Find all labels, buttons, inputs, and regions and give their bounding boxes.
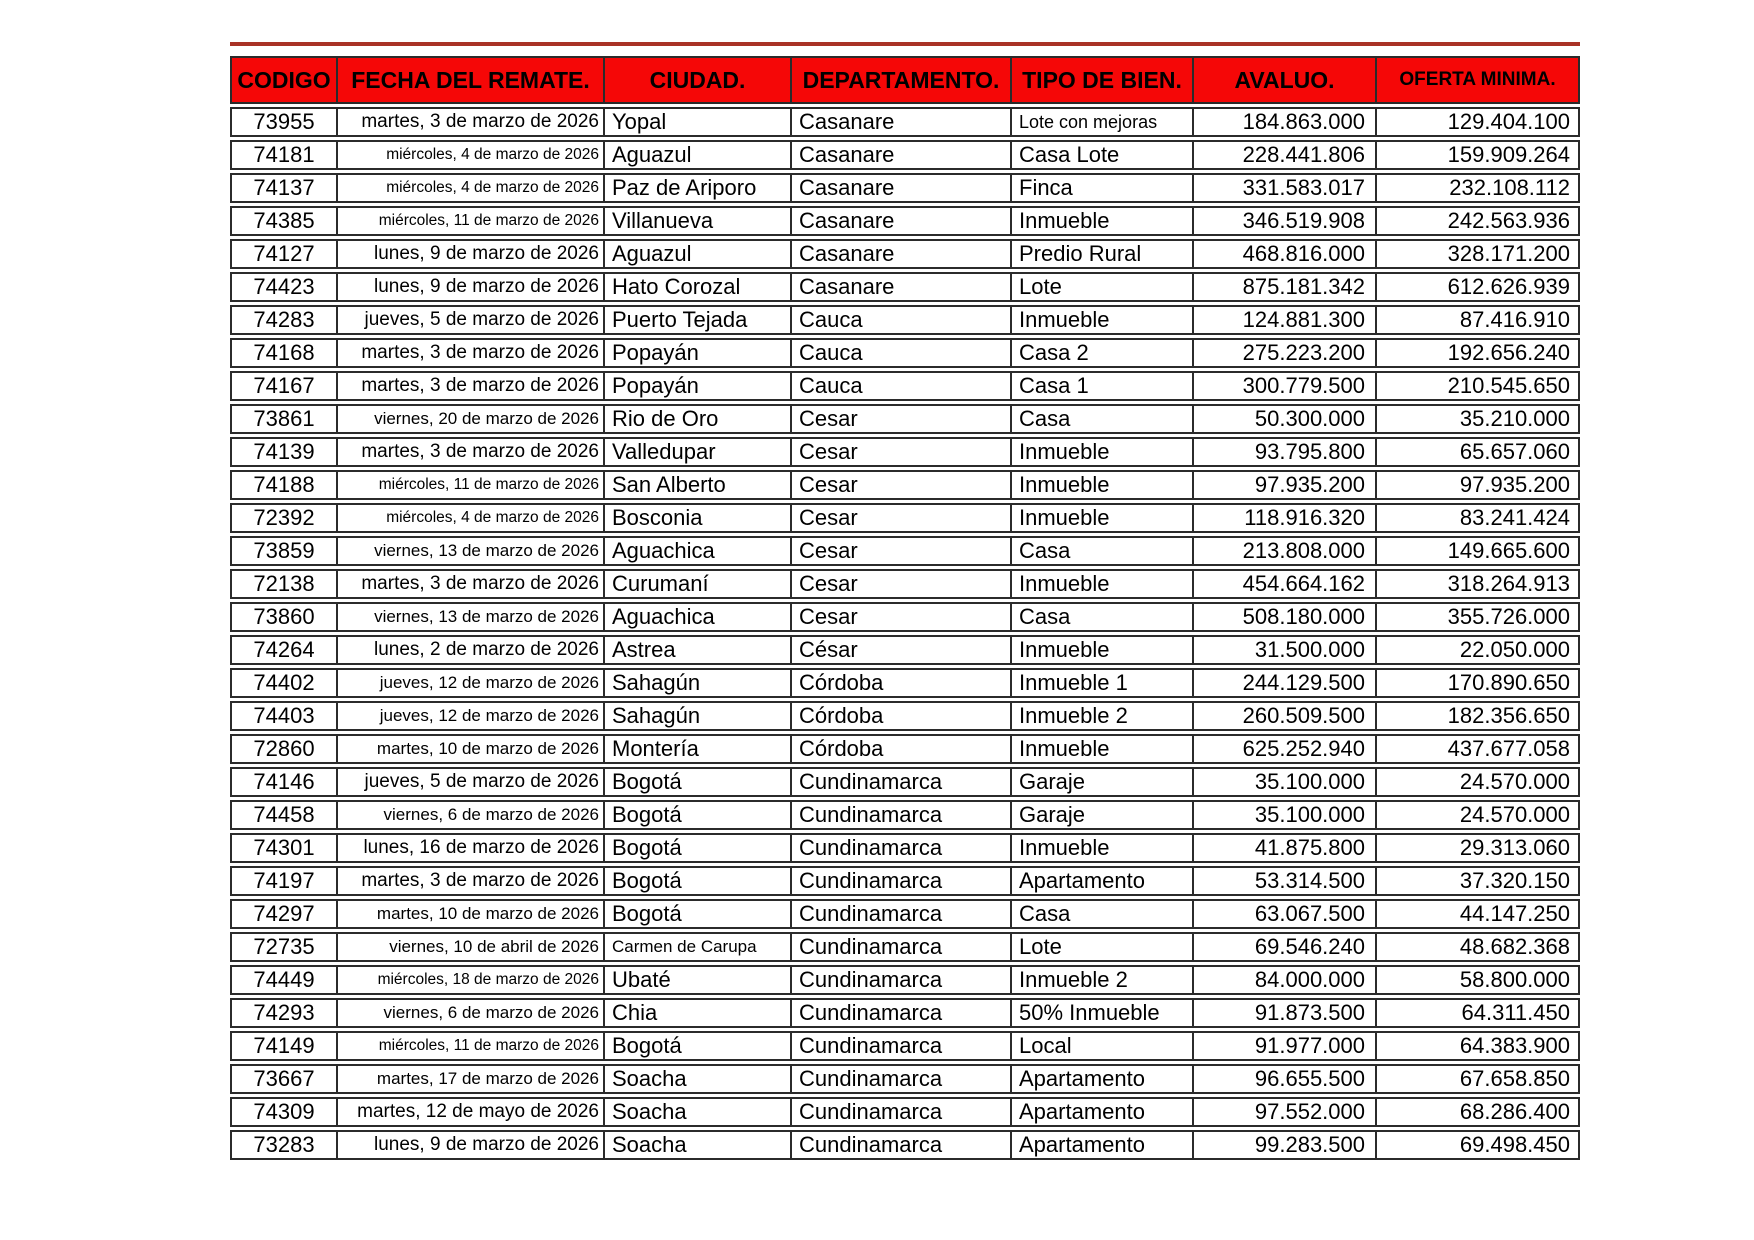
cell-ciudad: Curumaní [603,569,790,599]
cell-departamento: Cundinamarca [790,1031,1010,1061]
cell-codigo: 74146 [230,767,336,797]
cell-oferta: 24.570.000 [1375,800,1580,830]
cell-tipo: Casa [1010,404,1192,434]
cell-departamento: Cundinamarca [790,932,1010,962]
cell-tipo: Apartamento [1010,1130,1192,1160]
cell-codigo: 73860 [230,602,336,632]
table-row [230,965,1580,995]
cell-tipo: Apartamento [1010,866,1192,896]
table-row [230,701,1580,731]
cell-oferta: 22.050.000 [1375,635,1580,665]
cell-tipo: Inmueble [1010,305,1192,335]
cell-avaluo: 875.181.342 [1192,272,1375,302]
cell-departamento: Cundinamarca [790,866,1010,896]
cell-departamento: Cesar [790,437,1010,467]
cell-tipo: 50% Inmueble [1010,998,1192,1028]
table-row [230,800,1580,830]
cell-fecha: martes, 3 de marzo de 2026 [336,338,603,368]
column-header-tipo: TIPO DE BIEN. [1010,56,1192,104]
cell-ciudad: Puerto Tejada [603,305,790,335]
cell-avaluo: 184.863.000 [1192,107,1375,137]
cell-departamento: Cundinamarca [790,833,1010,863]
cell-oferta: 192.656.240 [1375,338,1580,368]
cell-fecha: lunes, 9 de marzo de 2026 [336,1130,603,1160]
cell-departamento: Cesar [790,404,1010,434]
cell-fecha: lunes, 9 de marzo de 2026 [336,239,603,269]
table-row [230,536,1580,566]
cell-codigo: 74137 [230,173,336,203]
cell-codigo: 74149 [230,1031,336,1061]
cell-fecha: miércoles, 4 de marzo de 2026 [336,140,603,170]
cell-codigo: 74385 [230,206,336,236]
cell-avaluo: 508.180.000 [1192,602,1375,632]
cell-departamento: César [790,635,1010,665]
table-row [230,470,1580,500]
cell-oferta: 612.626.939 [1375,272,1580,302]
cell-fecha: jueves, 12 de marzo de 2026 [336,701,603,731]
cell-codigo: 74181 [230,140,336,170]
cell-codigo: 74139 [230,437,336,467]
cell-departamento: Casanare [790,272,1010,302]
cell-tipo: Inmueble [1010,569,1192,599]
cell-ciudad: Bogotá [603,767,790,797]
cell-avaluo: 31.500.000 [1192,635,1375,665]
cell-ciudad: Rio de Oro [603,404,790,434]
cell-tipo: Garaje [1010,767,1192,797]
cell-tipo: Casa [1010,899,1192,929]
column-header-oferta: OFERTA MINIMA. [1375,56,1580,104]
cell-oferta: 35.210.000 [1375,404,1580,434]
cell-departamento: Cesar [790,503,1010,533]
table-row [230,1097,1580,1127]
table-row [230,1130,1580,1160]
table-top-red-bar [230,42,1580,46]
cell-tipo: Apartamento [1010,1097,1192,1127]
cell-avaluo: 91.977.000 [1192,1031,1375,1061]
table-body [230,107,1580,1160]
cell-fecha: miércoles, 11 de marzo de 2026 [336,206,603,236]
cell-oferta: 67.658.850 [1375,1064,1580,1094]
table-row [230,932,1580,962]
table-row [230,833,1580,863]
cell-fecha: martes, 3 de marzo de 2026 [336,437,603,467]
cell-departamento: Cauca [790,371,1010,401]
cell-avaluo: 244.129.500 [1192,668,1375,698]
cell-departamento: Casanare [790,206,1010,236]
cell-oferta: 83.241.424 [1375,503,1580,533]
cell-oferta: 48.682.368 [1375,932,1580,962]
cell-tipo: Casa [1010,602,1192,632]
cell-departamento: Casanare [790,173,1010,203]
cell-fecha: viernes, 10 de abril de 2026 [336,932,603,962]
cell-ciudad: Popayán [603,371,790,401]
cell-codigo: 74402 [230,668,336,698]
cell-ciudad: Valledupar [603,437,790,467]
cell-avaluo: 275.223.200 [1192,338,1375,368]
cell-avaluo: 53.314.500 [1192,866,1375,896]
table-row [230,503,1580,533]
cell-departamento: Cesar [790,569,1010,599]
cell-departamento: Cundinamarca [790,1130,1010,1160]
cell-tipo: Inmueble 2 [1010,701,1192,731]
cell-codigo: 74458 [230,800,336,830]
cell-fecha: jueves, 5 de marzo de 2026 [336,767,603,797]
cell-avaluo: 228.441.806 [1192,140,1375,170]
auction-table [230,53,1580,1163]
cell-oferta: 29.313.060 [1375,833,1580,863]
cell-departamento: Córdoba [790,734,1010,764]
cell-codigo: 74168 [230,338,336,368]
column-header-fecha: FECHA DEL REMATE. [336,56,603,104]
cell-tipo: Inmueble [1010,437,1192,467]
cell-oferta: 24.570.000 [1375,767,1580,797]
cell-avaluo: 468.816.000 [1192,239,1375,269]
cell-avaluo: 454.664.162 [1192,569,1375,599]
cell-ciudad: Aguazul [603,239,790,269]
column-header-departamento: DEPARTAMENTO. [790,56,1010,104]
cell-fecha: viernes, 13 de marzo de 2026 [336,536,603,566]
cell-fecha: martes, 3 de marzo de 2026 [336,371,603,401]
cell-departamento: Cundinamarca [790,767,1010,797]
cell-departamento: Casanare [790,107,1010,137]
table-row [230,140,1580,170]
cell-codigo: 73861 [230,404,336,434]
cell-fecha: miércoles, 18 de marzo de 2026 [336,965,603,995]
cell-codigo: 74283 [230,305,336,335]
table-row [230,338,1580,368]
cell-departamento: Cundinamarca [790,1097,1010,1127]
cell-fecha: jueves, 12 de marzo de 2026 [336,668,603,698]
cell-avaluo: 213.808.000 [1192,536,1375,566]
cell-tipo: Inmueble [1010,470,1192,500]
cell-codigo: 72138 [230,569,336,599]
cell-fecha: martes, 3 de marzo de 2026 [336,107,603,137]
cell-tipo: Finca [1010,173,1192,203]
cell-ciudad: Astrea [603,635,790,665]
cell-ciudad: Soacha [603,1130,790,1160]
cell-fecha: martes, 10 de marzo de 2026 [336,734,603,764]
cell-codigo: 74197 [230,866,336,896]
cell-ciudad: Aguachica [603,602,790,632]
cell-oferta: 355.726.000 [1375,602,1580,632]
cell-ciudad: Bogotá [603,899,790,929]
cell-fecha: martes, 10 de marzo de 2026 [336,899,603,929]
cell-avaluo: 97.552.000 [1192,1097,1375,1127]
cell-ciudad: Sahagún [603,668,790,698]
cell-departamento: Cesar [790,470,1010,500]
cell-tipo: Lote [1010,932,1192,962]
table-row [230,767,1580,797]
table-row [230,899,1580,929]
cell-avaluo: 346.519.908 [1192,206,1375,236]
cell-tipo: Inmueble 2 [1010,965,1192,995]
cell-fecha: martes, 12 de mayo de 2026 [336,1097,603,1127]
cell-fecha: martes, 3 de marzo de 2026 [336,866,603,896]
cell-fecha: lunes, 9 de marzo de 2026 [336,272,603,302]
cell-fecha: miércoles, 11 de marzo de 2026 [336,1031,603,1061]
cell-codigo: 74403 [230,701,336,731]
cell-tipo: Inmueble [1010,833,1192,863]
cell-codigo: 73859 [230,536,336,566]
cell-avaluo: 35.100.000 [1192,800,1375,830]
table-row [230,866,1580,896]
cell-departamento: Cundinamarca [790,965,1010,995]
cell-ciudad: Yopal [603,107,790,137]
cell-tipo: Casa [1010,536,1192,566]
cell-oferta: 44.147.250 [1375,899,1580,929]
cell-avaluo: 118.916.320 [1192,503,1375,533]
table-row [230,107,1580,137]
cell-oferta: 318.264.913 [1375,569,1580,599]
column-header-codigo: CODIGO [230,56,336,104]
table-row [230,734,1580,764]
cell-oferta: 170.890.650 [1375,668,1580,698]
cell-oferta: 129.404.100 [1375,107,1580,137]
table-row [230,602,1580,632]
cell-ciudad: Popayán [603,338,790,368]
cell-departamento: Cundinamarca [790,1064,1010,1094]
cell-ciudad: Bogotá [603,1031,790,1061]
cell-departamento: Cesar [790,536,1010,566]
cell-oferta: 64.311.450 [1375,998,1580,1028]
cell-ciudad: Ubaté [603,965,790,995]
cell-codigo: 74293 [230,998,336,1028]
cell-avaluo: 63.067.500 [1192,899,1375,929]
cell-avaluo: 69.546.240 [1192,932,1375,962]
cell-oferta: 58.800.000 [1375,965,1580,995]
cell-ciudad: San Alberto [603,470,790,500]
cell-oferta: 328.171.200 [1375,239,1580,269]
cell-oferta: 69.498.450 [1375,1130,1580,1160]
cell-avaluo: 35.100.000 [1192,767,1375,797]
cell-fecha: lunes, 16 de marzo de 2026 [336,833,603,863]
cell-ciudad: Aguazul [603,140,790,170]
cell-departamento: Casanare [790,140,1010,170]
cell-departamento: Cundinamarca [790,800,1010,830]
cell-codigo: 74449 [230,965,336,995]
cell-codigo: 74301 [230,833,336,863]
cell-codigo: 72860 [230,734,336,764]
cell-tipo: Casa 1 [1010,371,1192,401]
cell-avaluo: 331.583.017 [1192,173,1375,203]
cell-ciudad: Carmen de Carupa [603,932,790,962]
table-row [230,1031,1580,1061]
cell-fecha: viernes, 13 de marzo de 2026 [336,602,603,632]
table-row [230,437,1580,467]
cell-fecha: lunes, 2 de marzo de 2026 [336,635,603,665]
table-row [230,206,1580,236]
cell-avaluo: 124.881.300 [1192,305,1375,335]
table-row [230,1064,1580,1094]
cell-fecha: miércoles, 4 de marzo de 2026 [336,503,603,533]
cell-tipo: Casa Lote [1010,140,1192,170]
cell-avaluo: 41.875.800 [1192,833,1375,863]
cell-codigo: 73667 [230,1064,336,1094]
cell-ciudad: Bogotá [603,866,790,896]
table-row [230,569,1580,599]
cell-oferta: 242.563.936 [1375,206,1580,236]
table-row [230,239,1580,269]
cell-oferta: 149.665.600 [1375,536,1580,566]
cell-tipo: Lote con mejoras [1010,107,1192,137]
cell-avaluo: 50.300.000 [1192,404,1375,434]
cell-ciudad: Soacha [603,1064,790,1094]
cell-ciudad: Bosconia [603,503,790,533]
cell-tipo: Local [1010,1031,1192,1061]
cell-avaluo: 300.779.500 [1192,371,1375,401]
cell-ciudad: Aguachica [603,536,790,566]
cell-departamento: Córdoba [790,668,1010,698]
cell-ciudad: Montería [603,734,790,764]
cell-oferta: 97.935.200 [1375,470,1580,500]
cell-ciudad: Sahagún [603,701,790,731]
table-row [230,371,1580,401]
cell-oferta: 68.286.400 [1375,1097,1580,1127]
cell-departamento: Cundinamarca [790,998,1010,1028]
cell-departamento: Cauca [790,305,1010,335]
cell-departamento: Casanare [790,239,1010,269]
table-row [230,998,1580,1028]
cell-avaluo: 84.000.000 [1192,965,1375,995]
table-row [230,668,1580,698]
cell-codigo: 72392 [230,503,336,533]
cell-departamento: Córdoba [790,701,1010,731]
cell-oferta: 437.677.058 [1375,734,1580,764]
cell-oferta: 37.320.150 [1375,866,1580,896]
cell-codigo: 74297 [230,899,336,929]
cell-avaluo: 93.795.800 [1192,437,1375,467]
table-row [230,272,1580,302]
auction-table-container [230,42,1580,1163]
cell-tipo: Inmueble [1010,503,1192,533]
cell-ciudad: Soacha [603,1097,790,1127]
cell-codigo: 72735 [230,932,336,962]
cell-codigo: 74264 [230,635,336,665]
cell-ciudad: Chia [603,998,790,1028]
cell-tipo: Inmueble 1 [1010,668,1192,698]
cell-codigo: 74188 [230,470,336,500]
cell-codigo: 74167 [230,371,336,401]
cell-fecha: viernes, 6 de marzo de 2026 [336,998,603,1028]
cell-tipo: Apartamento [1010,1064,1192,1094]
table-row [230,305,1580,335]
cell-codigo: 73283 [230,1130,336,1160]
cell-oferta: 159.909.264 [1375,140,1580,170]
cell-departamento: Cesar [790,602,1010,632]
column-header-avaluo: AVALUO. [1192,56,1375,104]
cell-tipo: Garaje [1010,800,1192,830]
cell-avaluo: 260.509.500 [1192,701,1375,731]
cell-oferta: 64.383.900 [1375,1031,1580,1061]
cell-ciudad: Bogotá [603,833,790,863]
cell-oferta: 210.545.650 [1375,371,1580,401]
cell-avaluo: 625.252.940 [1192,734,1375,764]
cell-fecha: jueves, 5 de marzo de 2026 [336,305,603,335]
cell-fecha: viernes, 6 de marzo de 2026 [336,800,603,830]
cell-codigo: 74127 [230,239,336,269]
cell-ciudad: Villanueva [603,206,790,236]
table-row [230,635,1580,665]
cell-ciudad: Hato Corozal [603,272,790,302]
cell-fecha: miércoles, 4 de marzo de 2026 [336,173,603,203]
cell-avaluo: 91.873.500 [1192,998,1375,1028]
cell-tipo: Casa 2 [1010,338,1192,368]
cell-oferta: 232.108.112 [1375,173,1580,203]
cell-avaluo: 96.655.500 [1192,1064,1375,1094]
cell-oferta: 182.356.650 [1375,701,1580,731]
cell-ciudad: Bogotá [603,800,790,830]
cell-tipo: Inmueble [1010,734,1192,764]
cell-fecha: miércoles, 11 de marzo de 2026 [336,470,603,500]
cell-oferta: 65.657.060 [1375,437,1580,467]
cell-departamento: Cundinamarca [790,899,1010,929]
cell-codigo: 74309 [230,1097,336,1127]
cell-avaluo: 99.283.500 [1192,1130,1375,1160]
cell-tipo: Inmueble [1010,635,1192,665]
header-row [230,56,1580,104]
cell-codigo: 73955 [230,107,336,137]
cell-fecha: martes, 17 de marzo de 2026 [336,1064,603,1094]
cell-oferta: 87.416.910 [1375,305,1580,335]
cell-departamento: Cauca [790,338,1010,368]
cell-codigo: 74423 [230,272,336,302]
cell-ciudad: Paz de Ariporo [603,173,790,203]
table-row [230,173,1580,203]
cell-tipo: Predio Rural [1010,239,1192,269]
cell-tipo: Inmueble [1010,206,1192,236]
cell-tipo: Lote [1010,272,1192,302]
column-header-ciudad: CIUDAD. [603,56,790,104]
table-row [230,404,1580,434]
cell-avaluo: 97.935.200 [1192,470,1375,500]
cell-fecha: viernes, 20 de marzo de 2026 [336,404,603,434]
cell-fecha: martes, 3 de marzo de 2026 [336,569,603,599]
